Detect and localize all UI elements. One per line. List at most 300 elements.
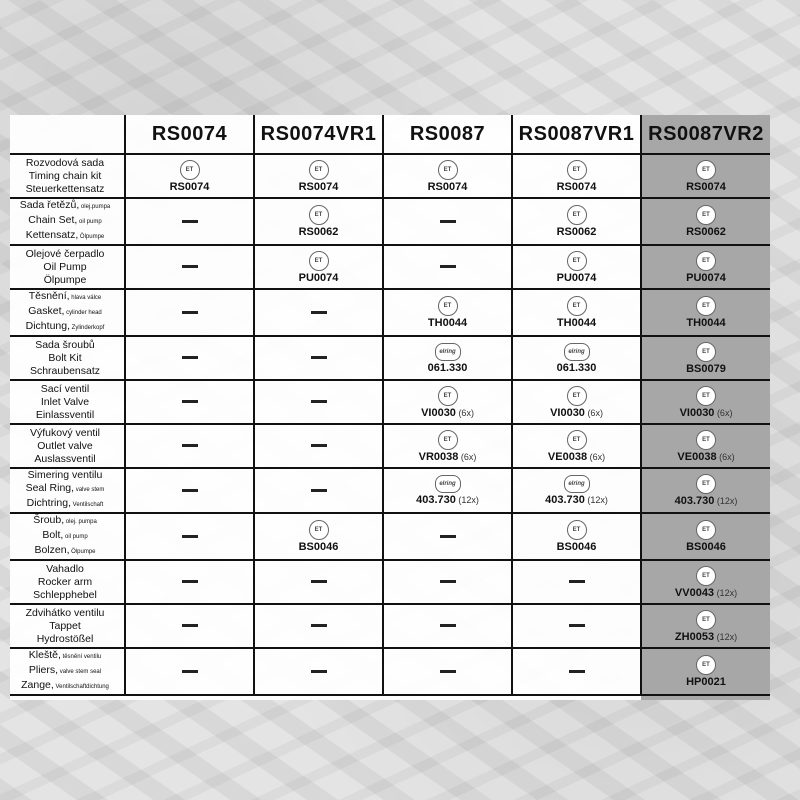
- not-included-dash: [311, 356, 327, 359]
- elring-logo-icon: elring: [435, 475, 461, 493]
- table-cell: [641, 424, 770, 468]
- table-cell: [641, 336, 770, 380]
- table-cell: [512, 513, 641, 560]
- et-logo-icon: ET: [438, 160, 458, 180]
- part-code: [513, 362, 640, 374]
- part-code: [513, 272, 640, 284]
- row-label-text: Schlepphebel: [33, 588, 97, 601]
- row-label-text: Dichtring,: [26, 497, 71, 509]
- row-label-text: Zange,: [21, 679, 54, 691]
- table-cell: [641, 198, 770, 245]
- et-logo-icon: ET: [309, 520, 329, 540]
- part-code: [513, 226, 640, 238]
- elring-logo-icon: elring: [564, 475, 590, 493]
- table-cell: [383, 245, 512, 289]
- et-logo-icon: ET: [696, 655, 716, 675]
- et-logo-icon: ET: [696, 520, 716, 540]
- row-label-text: Schraubensatz: [29, 364, 101, 377]
- table-cell: [512, 154, 641, 198]
- row-label-line: [10, 170, 120, 183]
- row-label-line: [10, 261, 120, 274]
- row-label-text: Oil Pump: [43, 260, 87, 273]
- not-included-dash: [440, 624, 456, 627]
- not-included-dash: [182, 220, 198, 223]
- part-code: [126, 181, 253, 193]
- row-label-line: [10, 469, 120, 482]
- part-number: 061.330: [427, 361, 468, 374]
- part-quantity: (6x): [584, 407, 603, 418]
- table-cell: [125, 604, 254, 648]
- part-quantity: (6x): [716, 451, 735, 462]
- table-cell: [383, 289, 512, 336]
- et-logo-icon: ET: [438, 430, 458, 450]
- row-label-line: [10, 563, 120, 576]
- row-label-subtext: oil pump: [77, 219, 102, 225]
- not-included-dash: [440, 670, 456, 673]
- header-row: [10, 115, 770, 154]
- et-logo-icon: ET: [696, 610, 716, 630]
- et-logo-icon: ET: [567, 160, 587, 180]
- part-number: RS0062: [298, 226, 339, 238]
- table-cell: [125, 468, 254, 513]
- part-number: RS0074: [169, 180, 210, 193]
- part-code: [513, 451, 640, 463]
- table-cell: [125, 336, 254, 380]
- table-cell: [641, 154, 770, 198]
- table-row: [10, 245, 770, 289]
- not-included-dash: [182, 670, 198, 673]
- et-logo-icon: ET: [696, 386, 716, 406]
- row-label-subtext: Zylinderkopf: [70, 325, 105, 331]
- part-number: RS0062: [556, 226, 597, 238]
- part-quantity: (12x): [584, 495, 608, 505]
- part-code: [642, 676, 770, 688]
- not-included-dash: [311, 311, 327, 314]
- part-quantity: (12x): [714, 496, 738, 506]
- part-quantity: (6x): [455, 407, 474, 418]
- part-number: TH0044: [556, 317, 597, 329]
- part-number: BS0046: [686, 541, 726, 553]
- table-row: [10, 648, 770, 695]
- part-code: [384, 451, 511, 463]
- part-code: [642, 587, 770, 599]
- et-logo-icon: ET: [696, 296, 716, 316]
- part-number: ZH0053: [674, 630, 715, 643]
- row-label-text: Bolt Kit: [48, 351, 82, 364]
- row-label-text: Pliers,: [28, 664, 59, 676]
- row-label: [10, 380, 125, 424]
- row-label-line: [10, 589, 120, 602]
- part-code: [384, 317, 511, 329]
- table-cell: [512, 289, 641, 336]
- table-cell: [383, 154, 512, 198]
- table-cell: [512, 245, 641, 289]
- table-cell: [254, 336, 383, 380]
- row-label-text: Einlassventil: [35, 408, 95, 421]
- table-cell: [641, 380, 770, 424]
- column-header: RS0074: [125, 115, 254, 154]
- row-label-text: Dichtung,: [25, 320, 70, 332]
- row-label: [10, 468, 125, 513]
- part-code: [513, 317, 640, 329]
- et-logo-icon: ET: [567, 205, 587, 225]
- row-label-subtext: Ventilschaftdichtung: [53, 684, 109, 690]
- et-logo-icon: ET: [696, 251, 716, 271]
- row-label-subtext: valve stem: [74, 487, 105, 493]
- row-label: [10, 336, 125, 380]
- row-label-line: [10, 544, 120, 559]
- row-label-line: [10, 305, 120, 320]
- row-label-line: [10, 396, 120, 409]
- row-label-subtext: olej.pumpa: [79, 204, 111, 210]
- row-label-text: Bolt,: [42, 529, 64, 541]
- part-code: [384, 181, 511, 193]
- et-logo-icon: ET: [180, 160, 200, 180]
- row-label-text: Hydrostößel: [36, 632, 94, 645]
- row-label-text: Těsnění,: [28, 290, 70, 302]
- not-included-dash: [440, 265, 456, 268]
- part-code: [384, 362, 511, 374]
- table-cell: [512, 198, 641, 245]
- table-cell: [383, 560, 512, 604]
- part-number: VI0030: [679, 406, 715, 419]
- row-label-line: [10, 183, 120, 196]
- row-label-line: [10, 409, 120, 422]
- part-code: [255, 272, 382, 284]
- table-cell: [254, 560, 383, 604]
- not-included-dash: [182, 489, 198, 492]
- row-label-text: Outlet valve: [37, 439, 93, 452]
- part-code: [513, 181, 640, 193]
- row-label-subtext: Ölpumpe: [69, 549, 96, 555]
- not-included-dash: [182, 444, 198, 447]
- table-cell: [512, 604, 641, 648]
- row-label-text: Timing chain kit: [28, 169, 102, 182]
- row-label: [10, 424, 125, 468]
- row-label-line: [10, 352, 120, 365]
- table-cell: [254, 424, 383, 468]
- row-label-text: Bolzen,: [34, 544, 70, 556]
- row-label-line: [10, 664, 120, 679]
- row-label-text: Sada řetězů,: [19, 199, 80, 211]
- et-logo-icon: ET: [438, 296, 458, 316]
- part-number: VE0038: [547, 450, 588, 463]
- table-cell: [383, 604, 512, 648]
- part-code: [513, 541, 640, 553]
- part-number: VI0030: [550, 406, 585, 419]
- et-logo-icon: ET: [567, 296, 587, 316]
- row-label-line: [10, 633, 120, 646]
- table-cell: [125, 560, 254, 604]
- table-cell: [512, 424, 641, 468]
- part-number: RS0074: [686, 180, 726, 193]
- table-row: [10, 380, 770, 424]
- row-label-text: Kettensatz,: [25, 229, 79, 241]
- row-label-text: Šroub,: [33, 514, 65, 526]
- row-label-line: [10, 383, 120, 396]
- row-label: [10, 604, 125, 648]
- column-header: RS0074VR1: [254, 115, 383, 154]
- row-label-text: Gasket,: [28, 305, 65, 317]
- table-cell: [641, 513, 770, 560]
- table-cell: [125, 245, 254, 289]
- part-number: BS0046: [556, 541, 597, 553]
- row-label-line: [10, 320, 120, 335]
- table-row: [10, 198, 770, 245]
- table-cell: [383, 424, 512, 468]
- not-included-dash: [182, 624, 198, 627]
- not-included-dash: [311, 624, 327, 627]
- row-label-line: [10, 649, 120, 664]
- elring-logo-icon: elring: [435, 343, 461, 361]
- table-cell: [383, 198, 512, 245]
- part-code: [255, 541, 382, 553]
- table-cell: [254, 604, 383, 648]
- part-number: VI0030: [421, 406, 456, 419]
- row-label-text: Auslassventil: [34, 452, 96, 465]
- part-code: [642, 363, 770, 375]
- part-code: [642, 317, 770, 329]
- row-label-text: Rocker arm: [37, 575, 93, 588]
- column-header: RS0087VR1: [512, 115, 641, 154]
- part-code: [513, 494, 640, 506]
- table-cell: [254, 648, 383, 695]
- part-number: PU0074: [686, 271, 726, 284]
- not-included-dash: [182, 311, 198, 314]
- part-number: PU0074: [298, 271, 339, 284]
- et-logo-icon: ET: [696, 342, 716, 362]
- row-label-text: Rozvodová sada: [25, 156, 105, 169]
- row-label: [10, 648, 125, 695]
- row-label-subtext: valve stem seal: [58, 669, 102, 675]
- part-code: [255, 181, 382, 193]
- row-label-subtext: Ölpumpe: [78, 234, 105, 240]
- et-logo-icon: ET: [309, 251, 329, 271]
- table-cell: [383, 648, 512, 695]
- row-label-line: [10, 274, 120, 287]
- part-code: [642, 407, 770, 419]
- table-cell: [254, 513, 383, 560]
- row-label-text: Ölpumpe: [43, 273, 87, 286]
- row-label-text: Zdvihátko ventilu: [25, 606, 105, 619]
- row-label-line: [10, 440, 120, 453]
- row-label: [10, 245, 125, 289]
- part-number: BS0079: [686, 362, 726, 375]
- not-included-dash: [569, 624, 585, 627]
- part-number: RS0074: [427, 180, 468, 193]
- not-included-dash: [311, 580, 327, 583]
- table-cell: [512, 648, 641, 695]
- part-number: RS0074: [298, 180, 339, 193]
- not-included-dash: [311, 489, 327, 492]
- table-row: [10, 560, 770, 604]
- table-cell: [641, 468, 770, 513]
- row-label-line: [10, 339, 120, 352]
- elring-logo-icon: elring: [564, 343, 590, 361]
- part-number: VE0038: [677, 450, 717, 463]
- row-label-text: Sací ventil: [40, 382, 90, 395]
- part-code: [642, 272, 770, 284]
- not-included-dash: [311, 400, 327, 403]
- part-quantity: (6x): [458, 451, 477, 462]
- table-row: [10, 336, 770, 380]
- row-label-subtext: Ventilschaft: [71, 502, 104, 508]
- part-quantity: (6x): [714, 407, 733, 418]
- table-cell: [383, 513, 512, 560]
- et-logo-icon: ET: [696, 474, 716, 494]
- row-label-subtext: těsnění ventilu: [60, 654, 102, 660]
- et-logo-icon: ET: [696, 430, 716, 450]
- row-label-text: Simering ventilu: [27, 469, 103, 481]
- row-label-line: [10, 214, 120, 229]
- row-label-text: Vahadlo: [46, 562, 84, 575]
- part-number: VV0043: [674, 586, 715, 599]
- table-row: [10, 289, 770, 336]
- part-quantity: (12x): [714, 587, 738, 598]
- table-row: [10, 154, 770, 198]
- row-label-line: [10, 229, 120, 244]
- row-label-subtext: olej. pumpa: [64, 519, 97, 525]
- row-label: [10, 289, 125, 336]
- part-code: [642, 631, 770, 643]
- table-row: [10, 513, 770, 560]
- row-label-line: [10, 679, 120, 694]
- table-cell: [125, 154, 254, 198]
- not-included-dash: [440, 220, 456, 223]
- part-code: [255, 226, 382, 238]
- not-included-dash: [182, 265, 198, 268]
- part-number: PU0074: [556, 271, 597, 284]
- row-label-line: [10, 427, 120, 440]
- part-number: 403.730: [416, 494, 456, 506]
- part-code: [642, 495, 770, 507]
- not-included-dash: [569, 580, 585, 583]
- part-number: 403.730: [545, 494, 585, 506]
- not-included-dash: [311, 444, 327, 447]
- et-logo-icon: ET: [567, 251, 587, 271]
- table-row: [10, 424, 770, 468]
- table-cell: [254, 198, 383, 245]
- header-corner: [10, 115, 125, 154]
- et-logo-icon: ET: [438, 386, 458, 406]
- et-logo-icon: ET: [567, 386, 587, 406]
- row-label-line: [10, 290, 120, 305]
- part-number: RS0074: [556, 180, 597, 193]
- table-cell: [254, 468, 383, 513]
- part-quantity: (12x): [714, 631, 738, 642]
- part-number: BS0046: [298, 541, 339, 553]
- part-number: HP0021: [686, 676, 726, 688]
- table-row: [10, 468, 770, 513]
- part-number: TH0044: [686, 317, 726, 329]
- comparison-table: [10, 115, 770, 696]
- part-number: VR0038: [418, 450, 459, 463]
- part-code: [642, 181, 770, 193]
- table-cell: [125, 648, 254, 695]
- row-label-text: Sada šroubů: [35, 338, 95, 351]
- table-cell: [512, 560, 641, 604]
- et-logo-icon: ET: [567, 430, 587, 450]
- row-label-subtext: hlava válce: [69, 295, 102, 301]
- table-cell: [125, 513, 254, 560]
- table-cell: [641, 648, 770, 695]
- et-logo-icon: ET: [696, 205, 716, 225]
- part-quantity: (6x): [587, 451, 606, 462]
- table-row: [10, 604, 770, 648]
- row-label-text: Tappet: [49, 619, 81, 632]
- table-cell: [512, 336, 641, 380]
- part-number: 403.730: [674, 495, 715, 507]
- row-label: [10, 198, 125, 245]
- column-header: RS0087: [383, 115, 512, 154]
- row-label-text: Steuerkettensatz: [25, 182, 105, 195]
- not-included-dash: [182, 580, 198, 583]
- row-label-text: Olejové čerpadlo: [25, 247, 105, 260]
- row-label: [10, 513, 125, 560]
- not-included-dash: [311, 670, 327, 673]
- row-label-line: [10, 248, 120, 261]
- part-number: TH0044: [427, 317, 468, 329]
- row-label-line: [10, 497, 120, 512]
- part-quantity: (12x): [455, 495, 479, 505]
- row-label-line: [10, 365, 120, 378]
- table-cell: [383, 336, 512, 380]
- table-cell: [254, 154, 383, 198]
- row-label-line: [10, 157, 120, 170]
- not-included-dash: [440, 580, 456, 583]
- table-cell: [254, 289, 383, 336]
- not-included-dash: [440, 535, 456, 538]
- part-code: [642, 451, 770, 463]
- row-label: [10, 154, 125, 198]
- row-label-line: [10, 199, 120, 214]
- table-cell: [641, 289, 770, 336]
- row-label-line: [10, 607, 120, 620]
- part-code: [384, 494, 511, 506]
- part-number: 061.330: [556, 361, 597, 374]
- table-cell: [512, 380, 641, 424]
- part-code: [384, 407, 511, 419]
- row-label-line: [10, 529, 120, 544]
- part-code: [642, 226, 770, 238]
- row-label: [10, 560, 125, 604]
- row-label-line: [10, 576, 120, 589]
- not-included-dash: [182, 356, 198, 359]
- row-label-text: Kleště,: [28, 649, 61, 661]
- et-logo-icon: ET: [567, 520, 587, 540]
- table-cell: [254, 380, 383, 424]
- row-label-line: [10, 620, 120, 633]
- row-label-subtext: oil pump: [63, 534, 88, 540]
- table-cell: [383, 468, 512, 513]
- row-label-line: [10, 453, 120, 466]
- et-logo-icon: ET: [309, 160, 329, 180]
- table-cell: [512, 468, 641, 513]
- et-logo-icon: ET: [696, 566, 716, 586]
- row-label-text: Seal Ring,: [25, 482, 75, 494]
- row-label-subtext: cylinder head: [64, 310, 102, 316]
- table-cell: [641, 245, 770, 289]
- row-label-line: [10, 514, 120, 529]
- row-label-text: Výfukový ventil: [29, 426, 101, 439]
- comparison-table-container: [10, 115, 770, 700]
- table-cell: [125, 424, 254, 468]
- not-included-dash: [569, 670, 585, 673]
- part-code: [513, 407, 640, 419]
- table-cell: [125, 289, 254, 336]
- row-label-text: Inlet Valve: [40, 395, 90, 408]
- column-header: RS0087VR2: [641, 115, 770, 154]
